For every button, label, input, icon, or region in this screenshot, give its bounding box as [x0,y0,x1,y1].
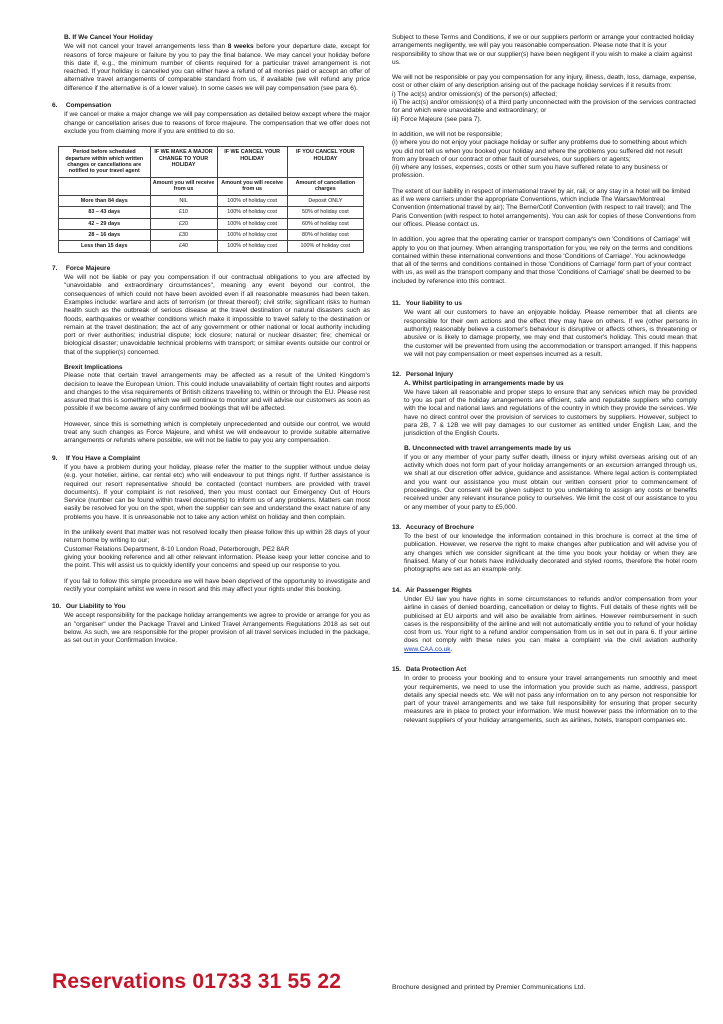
section-heading: B. If We Cancel Your Holiday [64,34,153,41]
paragraph [64,529,370,570]
table-row [59,218,364,229]
table-row [59,229,364,240]
section-heading [392,524,697,532]
paragraph [392,74,697,124]
list-item: ii) The act(s) and/or omission(s) of a third party unconnected with the provision of the services contracted for and which were unavoidable and extraordinary; or [392,99,696,115]
table-row [59,241,364,252]
section-body: We accept responsibility for the package holiday arrangements we agree to provide or arrange for you as an "organiser" under the Package Travel and Linked Travel Arrangements Regulations 2018 as set out below. As such, we are responsible for the proper provision of all travel services included in the package, as set out in your Confirmation Invoice. [64,612,370,645]
brochure-credit: Brochure designed and printed by Premier Communications Ltd. [392,984,586,991]
section-body [392,596,697,654]
section-heading [52,455,370,463]
section-heading [52,102,370,110]
section-personal-injury [392,371,697,512]
table-cell: £40 [150,241,217,252]
subheading: Brexit Implications [64,364,123,371]
paragraph: We have taken all reasonable and proper steps to ensure that any services which may be provided to you as part of the holiday arrangements are efficient, safe and reputable suppliers who comply with the local and national laws and regulations of the country in which they provide the services. We have no direct control over the provision of services to customers by suppliers. However, subject to para 2B, 7 & 12B we will pay damages to our customer as entitled under English Law, and the jurisdiction of the English Courts. [404,388,697,438]
section-our-liability [52,603,370,645]
table-cell: 100% of holiday cost [217,195,287,206]
section-body: If we cancel or make a major change we will pay compensation as detailed below except where the major change or cancellation arises due to reasons of force majeure. The compensation that we offer does not exclude you from claiming more if you are entitled to do so. [64,111,370,135]
table-cell: £30 [150,229,217,240]
section-force-majeure [52,265,370,446]
subheading: B. Unconnected with travel arrangements made by us [404,445,571,453]
section-number: 6. [52,102,58,110]
reservations-phone: Reservations 01733 31 55 22 [52,970,342,993]
address-line: Customer Relations Department, 8-10 London Road, Peterborough, PE2 8AR [64,545,290,553]
table-cell: £10 [150,207,217,218]
table-cell: More than 84 days [59,195,151,206]
section-number: 10. [52,603,62,611]
right-column [392,34,697,734]
section-complaint [52,455,370,594]
section-cancel-holiday [52,34,370,93]
section-number: 9. [52,454,58,462]
paragraph: However, since this is something which is completely unprecedented and outside our control, we would treat any such changes as Force Majeure, and whilst we will endeavour to provide suitable alternative arrangements or refunds where possible, we will not be liable to pay you any compensation. [64,420,370,445]
body-text: We will not cancel your travel arrangements less than [64,43,228,51]
section-heading [52,603,370,611]
table-cell: Less than 15 days [59,241,151,252]
section-body [52,274,370,446]
section-number: 7. [52,264,58,272]
section-heading [52,265,370,273]
table-row [59,207,364,218]
table-cell: 83 – 43 days [59,207,151,218]
subheading: A. Whilst participating in arrangements made by us [404,380,564,388]
list-item: (ii) where any losses, expenses, costs or other sum you have suffered relate to any business or profession. [392,164,668,180]
list-item: i) The act(s) and/or omission(s) of the person(s) affected; [392,90,557,98]
section-heading [392,587,697,595]
body-text: before your departure date, except for reasons of force majeure or failure by you to pay the final balance. We may cancel your holiday before this date if, e.g., the minimum number of clients required for a particular travel arrangement is not reached. If your holiday is cancelled you can either have a refund of all monies paid or accept an offer of alternative travel arrangements of comparable standard from us, if available (we will refund any price difference if the alternative is of a lower value). In some cases we will pay compensation (see para 6). [64,43,370,92]
paragraph: If you have a problem during your holiday, please refer the matter to the supplier without undue delay (e.g. your hotelier, airline, car rental etc) who will endeavour to put things right. If further assistance is required our resort representative should be contacted (contact numbers are provided with travel documents). If your complaint is not resolved, then you must contact our Emergency Out of Hours Service (number can be found within travel documents) to inform us of any problems. Matters can most easily be resolved for you on the spot, when the supplier can see and understand the exact nature of any problems you have. It is unreasonable not to take any action whilst on holiday and then complain. [64,463,370,521]
table-header-row [59,147,364,178]
paragraph: Subject to these Terms and Conditions, if we or our suppliers perform or arrange your contracted holiday arrangements negligently, we will pay you reasonable compensation. Please note that it is your responsibility to show that we or our supplier(s) have been negligent if you wish to make a claim against us. [392,34,694,66]
section-body: We want all our customers to have an enjoyable holiday. Please remember that all clients are responsible for their own actions and the effect they may have on others. If we (other persons in authority) reasonably believe a customer's behaviour is disruptive or affects others, is threatening or abusive or is likely to damage property, we may end that customer's holiday. This could mean that the customer will be prevented from using the accommodation or transport arranged. If this happens we will not pay compensation or meet expenses incurred as a result. [404,309,697,358]
section-title: Personal Injury [405,371,454,379]
compensation-table [58,146,364,252]
section-title: Accuracy of Brochure [405,523,474,531]
table-cell: NIL [150,195,217,206]
table-header-cell: IF WE MAKE A MAJOR CHANGE TO YOUR HOLIDAY [150,147,217,178]
section-number: 15. [392,666,402,673]
paragraph: Please note that certain travel arrangements may be affected as a result of the United Kingdom's decision to leave the European Union. This could include unavailability of certain flight routes and airports and changes to the visa requirements of British citizens travelling to, within or through the EU. Please rest assured that this is something which we will continue to monitor and will advise our customers as soon as possible if we become aware of any confirmed bookings that will be affected. [64,372,370,413]
table-cell: 100% of holiday cost [217,218,287,229]
table-cell: 50% of holiday cost [287,207,363,218]
paragraph: We will not be liable or pay you compensation if our contractual obligations to you are affected by "unavoidable and extraordinary circumstances", meaning any event beyond our control, the consequences of which could not have been avoided even if all reasonable measures had been taken. Examples include: warfare and acts of terrorism (or threat thereof); civil strife; significant risks to human health such as the outbreak of serious disease at the travel destination or natural disasters such as floods, earthquakes or weather conditions which make it impossible to travel safely to the destination or remain at the travel destination; the act of any government or other national or local authority including port or river authorities; industrial dispute; lock closure; natural or nuclear disaster; fire; chemical or biological disaster; unavoidable technical problems with transport; or similar events outside our control or that of the supplier(s) concerned. [64,274,370,356]
section-title: Our Liability to You [65,603,126,611]
caa-link[interactable]: www.CAA.co.uk [404,645,451,653]
table-header-cell: IF YOU CANCEL YOUR HOLIDAY [287,147,363,178]
section-data-protection [392,666,697,725]
paragraph [392,131,697,181]
table-subheader-row [59,177,364,195]
section-title: Air Passenger Rights [405,586,472,594]
table-row [59,195,364,206]
body-bold-text: 8 weeks [227,43,254,51]
paragraph: In addition, you agree that the operating carrier or transport company's own 'Conditions of Carriage' will apply to you on that journey. When arranging transportation for you, we rely on the terms and conditions contained within these international conventions and those 'Conditions of Carriage'. You acknowledge that all of the terms and conditions contained in those 'Conditions of Carriage' form part of your contract with us, as well as the transport company and that those 'Conditions of Carriage' shall be deemed to be included by reference into this contract. [392,236,693,285]
paragraph: If you fail to follow this simple procedure we will have been deprived of the opportunity to investigate and rectify your complaint whilst we were in resort and this may affect your rights under this booking. [64,577,370,593]
table-subheader-cell: Amount you will receive from us [217,177,287,195]
table-subheader-cell: Amount you will receive from us [150,177,217,195]
table-cell: 60% of holiday cost [287,218,363,229]
table-cell: 100% of holiday cost [217,207,287,218]
section-liability-continued [392,34,697,286]
list-item: iii) Force Majeure (see para 7). [392,115,482,123]
section-number: 14. [392,586,402,594]
table-header-cell: Period before scheduled departure within which written changes or cancellations are notified to your travel agent [59,147,151,178]
table-cell: Deposit ONLY [287,195,363,206]
section-body: To the best of our knowledge the information contained in this brochure is correct at the time of publication. However, we reserve the right to make changes after publication and will advise you of any changes which we consider significant at the time you book your holiday or when they are finalised. Many of our hotels have individually decorated and styled rooms, therefore the hotel room photographs are set as an example only. [404,533,697,574]
section-heading [392,300,697,308]
section-number: 13. [392,523,402,531]
section-number: 12. [392,371,402,379]
table-cell: 100% of holiday cost [287,241,363,252]
section-compensation [52,102,370,253]
table-cell: 42 – 29 days [59,218,151,229]
list-item: (i) where you do not enjoy your package holiday or suffer any problems due to something about which you did not tell us when you booked your holiday and where the problems you suffered did not result from any breach of our contract or other fault of ourselves, our suppliers or agents; [392,139,687,163]
left-column [52,34,370,655]
table-subheader-cell [59,177,151,195]
paragraph-line: In the unlikely event that matter was not resolved locally then please follow this up within 28 days of your return home by writing to our; [64,529,370,545]
section-your-liability [392,300,697,359]
paragraph-line: We will not be responsible or pay you compensation for any injury, illness, death, loss, damage, expense, cost or other claim of any description arising out of the package holiday services if it results from: [392,74,697,90]
table-cell: £20 [150,218,217,229]
section-heading [392,371,697,379]
section-number: 11. [392,300,401,308]
table-cell: 100% of holiday cost [217,241,287,252]
section-air-passenger [392,587,697,654]
table-subheader-cell: Amount of cancellation charges [287,177,363,195]
table-header-cell: IF WE CANCEL YOUR HOLIDAY [217,147,287,178]
section-body: In order to process your booking and to ensure your travel arrangements run smoothly and meet your requirements, we need to use the information you provide such as name, address, passport details any special needs etc. We will not pass any information on to any person not responsible for part of your travel arrangements and we take full responsibility for ensuring that proper security measures are in place to protect your information. We must however pass the information on to the relevant suppliers of your holiday arrangements, such as airlines, hotels, transport companies etc. [404,675,697,724]
section-title: If You Have a Complaint [65,454,141,462]
paragraph-line: giving your booking reference and all other relevant information. Please keep your letter concise and to the point. This will assist us to quickly identify your concerns and speed up our response to you. [64,553,370,570]
paragraph-line: In addition, we will not be responsible; [392,130,503,138]
section-body [52,43,370,93]
section-title: Force Majeure [65,264,111,272]
paragraph: The extent of our liability in respect of international travel by air, rail, or any stay in a hotel will be limited as if we were carriers under the appropriate Conventions, which include The Warsaw/Montreal Convention (international travel by air); The Berne/Cotif Convention (with respect to rail travel); and The Paris Convention (with respect to hotel arrangements). You can ask for copies of these Conventions from our offices. Please contact us. [392,187,696,228]
section-body [392,380,697,511]
section-title: Your liability to us [405,300,462,308]
body-text: Under EU law you have rights in some circumstances to refunds and/or compensation from your airline in cases of denied boarding, cancellation or delay to flights. Full details of these rights will be publicised at EU airports and will also be available from airlines. However reimbursement in such cases is the responsibility of the airline and will not automatically entitle you to refund of your holiday cost from us. Your right to a refund and/or compensation from us in set out in para 6. If your airline does not comply with these rules you can make a complaint via the civil aviation authority [404,595,697,645]
table-cell: 28 – 16 days [59,229,151,240]
paragraph: If you or any member of your party suffer death, illness or injury whilst overseas arising out of an activity which does not form part of your holiday arrangements or an excursion arranged through us, we shall at our discretion offer advice, guidance and assistance. Where legal action is contemplated and you want our assistance you must obtain our written consent prior to commencement of proceedings. Our consent will be given subject to you undertaking to assign any costs or benefits received under any relevant insurance policy to ourselves. We limit the cost of our assistance to you or any member of your party to £5,000. [404,453,697,511]
section-accuracy [392,524,697,575]
section-body [52,464,370,594]
section-heading [392,666,697,674]
table-cell: 100% of holiday cost [217,229,287,240]
section-title: Data Protection Act [405,666,467,673]
table-cell: 80% of holiday cost [287,229,363,240]
body-text: . [450,645,453,653]
section-title: Compensation [65,102,112,110]
